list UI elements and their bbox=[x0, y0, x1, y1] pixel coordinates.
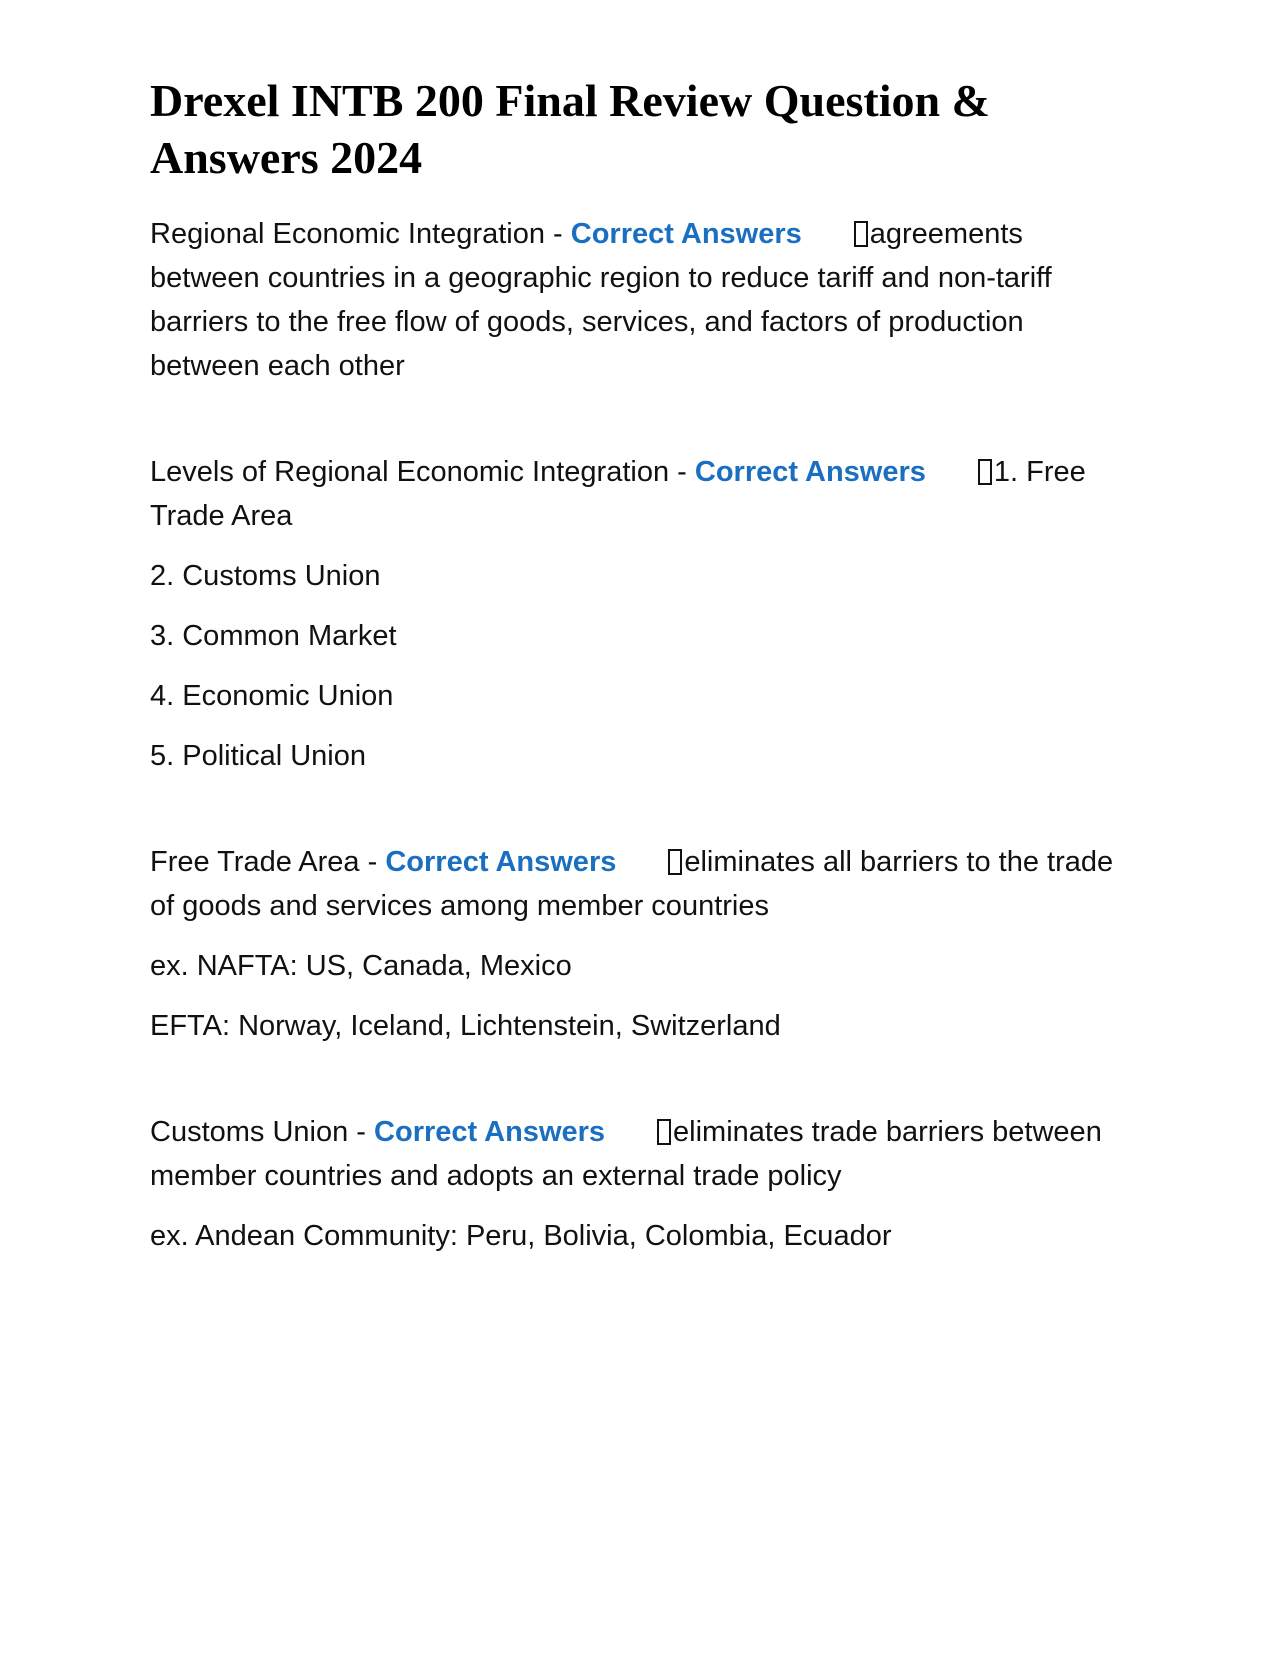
qa-question-line bbox=[150, 450, 1130, 538]
separator: - bbox=[669, 456, 695, 488]
missing-glyph-box-icon bbox=[854, 221, 868, 247]
qa-entry bbox=[150, 212, 1130, 388]
qa-question-line bbox=[150, 1110, 1130, 1198]
answer-extra-line: ex. NAFTA: US, Canada, Mexico bbox=[150, 950, 572, 982]
correct-answers-label: Correct Answers bbox=[385, 846, 617, 878]
term-text: Customs Union bbox=[150, 1116, 349, 1148]
correct-answers-label: Correct Answers bbox=[570, 218, 802, 250]
answer-extra-line: ex. Andean Community: Peru, Bolivia, Colombia, Ecuador bbox=[150, 1220, 892, 1252]
answer-text: 1. Free Trade Area bbox=[150, 456, 1086, 532]
qa-entry bbox=[150, 450, 1130, 778]
answer-extra-line: 4. Economic Union bbox=[150, 680, 394, 712]
qa-question-line bbox=[150, 840, 1130, 928]
answer-text: agreements between countries in a geographic region to reduce tariff and non-tariff barriers to the free flow of goods, services, and factors of production between each other bbox=[150, 218, 1052, 382]
missing-glyph-box-icon bbox=[978, 459, 992, 485]
document-page bbox=[150, 72, 1130, 1320]
term-text: Levels of Regional Economic Integration bbox=[150, 456, 670, 488]
separator: - bbox=[359, 846, 386, 878]
separator: - bbox=[348, 1116, 375, 1148]
qa-entry bbox=[150, 840, 1130, 1048]
answer-extra-line: 5. Political Union bbox=[150, 740, 366, 772]
answer-text: eliminates all barriers to the trade of goods and services among member countries bbox=[150, 846, 1114, 922]
term-text: Regional Economic Integration bbox=[150, 218, 545, 250]
missing-glyph-box-icon bbox=[668, 849, 682, 875]
qa-entry bbox=[150, 1110, 1130, 1258]
qa-question-line bbox=[150, 212, 1130, 388]
answer-extra-line: 2. Customs Union bbox=[150, 560, 381, 592]
answer-extra-line: 3. Common Market bbox=[150, 620, 397, 652]
term-text: Free Trade Area bbox=[150, 846, 360, 878]
answer-text: eliminates trade barriers between member countries and adopts an external trade policy bbox=[150, 1116, 1102, 1192]
correct-answers-label: Correct Answers bbox=[374, 1116, 606, 1148]
correct-answers-label: Correct Answers bbox=[694, 456, 926, 488]
document-title: Drexel INTB 200 Final Review Question & Answers 2024 bbox=[150, 75, 990, 183]
missing-glyph-box-icon bbox=[657, 1119, 671, 1145]
separator: - bbox=[544, 218, 571, 250]
answer-extra-line: EFTA: Norway, Iceland, Lichtenstein, Switzerland bbox=[150, 1010, 781, 1042]
